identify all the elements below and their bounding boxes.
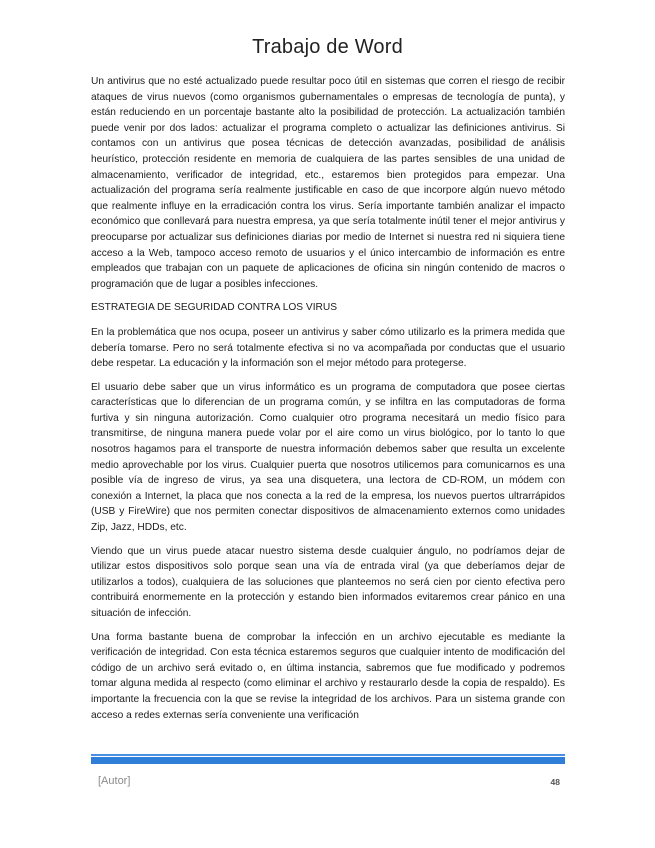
footer-author: [Autor]: [98, 775, 131, 787]
page-title: Trabajo de Word: [252, 36, 403, 58]
document-body: [91, 74, 565, 731]
paragraph-3: Viendo que un virus puede atacar nuestro sistema desde cualquier ángulo, no podríamos dejar de utilizar estos dispositivos solo porque sean una vía de entrada viral (ya que deberíamos dejar de utilizarlos a todos), cualquiera de las soluciones que planteemos no será cien por ciento efectiva pero contribuirá enormemente en la protección y estando bien informados evitaremos crear pánico en una situación de infección.: [91, 545, 565, 619]
section-heading: ESTRATEGIA DE SEGURIDAD CONTRA LOS VIRUS: [91, 302, 338, 314]
footer-rule: [91, 757, 565, 764]
paragraph-4: Una forma bastante buena de comprobar la infección en un archivo ejecutable es mediante la verificación de integridad. Con esta técnica estaremos seguros que cualquier intento de modificación del código de un archivo será evitado o, en última instancia, sabremos que fue modificado y podremos tomar alguna medida al respecto (como eliminar el archivo y restaurarlo desde la copia de respaldo). Es importante la frecuencia con la que se revise la integridad de los archivos. Para un sistema grande con acceso a redes externas sería conveniente una verificación: [91, 631, 565, 721]
page-number: 48: [550, 777, 560, 787]
paragraph-2: El usuario debe saber que un virus informático es un programa de computadora que posee ciertas características que lo diferencian de un programa común, y se infiltra en las computadoras de forma furtiva y sin ninguna autorización. Como cualquier otro programa necesitará un medio físico para transmitirse, de ninguna manera puede volar por el aire como un virus biológico, por lo tanto lo que nosotros hagamos para el transporte de nuestra información debemos saber que resulta un excelente medio aprovechable por los virus. Cualquier puerta que nosotros utilicemos para comunicarnos es una posible vía de ingreso de virus, ya sea una disquetera, una lectora de CD-ROM, un módem con conexión a Internet, la placa que nos conecta a la red de la empresa, los nuevos puertos ultrarrápidos (USB y FireWire) que nos permiten conectar dispositivos de almacenamiento externos como unidades Zip, Jazz, HDDs, etc.: [91, 381, 565, 534]
paragraph-intro: Un antivirus que no esté actualizado puede resultar poco útil en sistemas que corren el riesgo de recibir ataques de virus nuevos (como organismos gubernamentales o empresas de tecnología de punta), y están reduciendo en un porcentaje bastante alto la posibilidad de protección. La actualización también puede venir por dos lados: actualizar el programa completo o actualizar las definiciones antivirus. Si contamos con un antivirus que posea técnicas de detección avanzadas, posibilidad de análisis heurístico, protección residente en memoria de cualquiera de las partes sensibles de una unidad de almacenamiento, verificador de integridad, etc., estaremos bien protegidos para empezar. Una actualización del programa sería realmente justificable en caso de que incorpore algún nuevo método que realmente influye en la erradicación contra los virus. Sería importante también analizar el impacto económico que conllevará para nuestra empresa, ya que sería totalmente inútil tener el mejor antivirus y preocuparse por actualizar sus definiciones diarias por medio de Internet si nuestra red ni siquiera tiene acceso a la Web, tampoco acceso remoto de usuarios y el único intercambio de información es entre empleados que trabajan con un paquete de aplicaciones de oficina sin ningún contenido de macros o programación que de lugar a posibles infecciones.: [91, 76, 565, 290]
paragraph-1: En la problemática que nos ocupa, poseer un antivirus y saber cómo utilizarlo es la primera medida que debería tomarse. Pero no será totalmente efectiva si no va acompañada por conductas que el usuario debe respetar. La educación y la información son el mejor método para protegerse.: [91, 326, 565, 370]
